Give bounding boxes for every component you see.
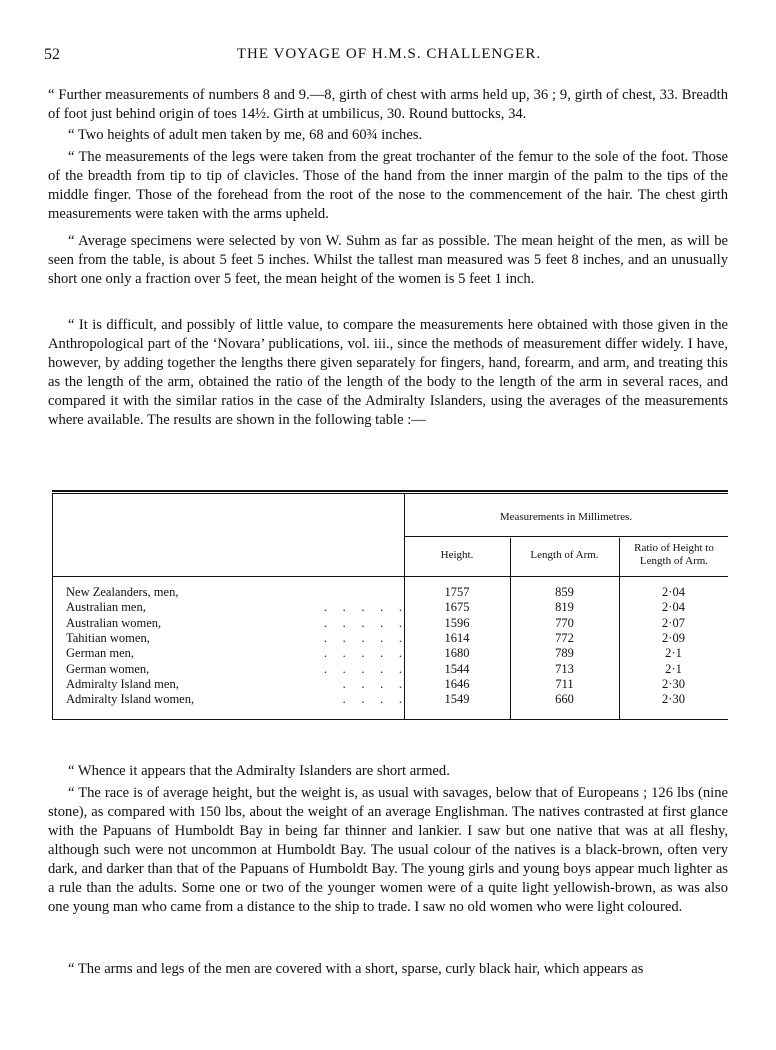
row-height-value: 1675	[444, 600, 470, 615]
row-height-value: 1544	[444, 661, 470, 676]
row-label: Australian men,	[66, 600, 146, 615]
row-arm-value: 660	[555, 692, 574, 707]
row-height-value: 1614	[444, 630, 470, 645]
row-arm-value: 819	[555, 600, 574, 615]
page-header	[44, 46, 734, 68]
table-bottom-rule	[52, 719, 728, 720]
row-leader: . . . .	[342, 692, 402, 707]
row-label: German women,	[66, 661, 150, 676]
paragraph-average-specimens: “ Average specimens were selected by von W. Suhm as far as possible. The mean height of the men, as will be seen from the table, is about 5 feet 5 inches. Whilst the tallest man measured was 5 feet 8 inches, and an unusually short one only a fraction over 5 feet, the mean height of the women is 5 feet 1 inch.	[48, 233, 728, 287]
measurements-table	[52, 490, 728, 720]
table-group-rule	[404, 536, 728, 537]
paragraph-arms-legs-hair: “ The arms and legs of the men are covered with a short, sparse, curly black hair, which appears as	[68, 961, 644, 977]
row-arm-value: 711	[555, 676, 574, 691]
row-leader: . . . . .	[323, 615, 402, 630]
paragraph-two-heights: “ Two heights of adult men taken by me, 68 and 60¾ inches.	[68, 127, 423, 143]
row-ratio-value: 2·09	[662, 630, 685, 645]
row-arm-value: 789	[555, 646, 574, 661]
row-arm-value: 772	[555, 630, 574, 645]
paragraph-race-height: “ The race is of average height, but the weight is, as usual with savages, below that of Europeans ; 126 lbs (nine stone), as compared with 150 lbs, about the weight of an average Englishman. The natives contrasted at first glance with the Papuans of Humboldt Bay in being far thinner and lankier. I saw but one native that was at all fleshy, although such were not uncommon at Humboldt Bay. The usual colour of the natives is a black-brown, often very dark, and darker than that of the Papuans of Humboldt Bay. The young girls and young boys appear much lighter as a rule than the adults. Some one or two of the younger women were of a quite light yellowish-brown, as was also one young man who came from a distance to the ship to trade. I saw no old women who were light coloured.	[48, 785, 728, 915]
table-top-rule-thin	[52, 493, 728, 494]
row-arm-value: 770	[555, 615, 574, 630]
column-header-arm: Length of Arm.	[530, 549, 599, 561]
row-ratio-value: 2·04	[662, 585, 685, 599]
row-height-value: 1646	[444, 676, 470, 691]
table-group-header: Measurements in Millimetres.	[499, 511, 633, 523]
row-height-value: 1549	[444, 692, 470, 707]
row-height-value: 1596	[444, 615, 470, 630]
running-title: THE VOYAGE OF H.M.S. CHALLENGER.	[236, 46, 542, 62]
row-ratio-value: 2·04	[662, 600, 685, 615]
row-ratio-value: 2·1	[665, 646, 682, 661]
paragraph-short-armed: “ Whence it appears that the Admiralty Islanders are short armed.	[68, 763, 450, 779]
page-number: 52	[44, 46, 60, 63]
row-leader: . . . .	[342, 676, 402, 691]
paragraph-novara-comparison: “ It is difficult, and possibly of little value, to compare the measurements here obtained with those given in the Anthropological part of the ‘Novara’ publications, vol. iii., since the methods of measurement differ widely. I have, however, by adding together the lengths there given separately for fingers, hand, forearm, and arm, and treating this as the length of the arm, obtained the ratio of the length of the body to the length of the arm in several races, and compared it with the similar ratios in the case of the Admiralty Islanders, using the averages of the measurements where available. The results are shown in the following table :—	[48, 317, 728, 428]
row-label: Tahitian women,	[66, 630, 150, 645]
column-header-ratio: Ratio of Height to Length of Arm.	[634, 542, 714, 567]
row-height-value: 1757	[444, 585, 470, 599]
row-leader: . . . . .	[323, 630, 402, 645]
row-leader: . . . . .	[323, 646, 402, 661]
table-top-rule	[52, 490, 728, 492]
row-ratio-value: 2·1	[665, 661, 682, 676]
row-ratio-value: 2·30	[662, 692, 685, 707]
row-label: Admiralty Island women,	[66, 692, 195, 707]
table-header-rule	[52, 576, 728, 577]
row-arm-value: 713	[555, 661, 574, 676]
row-label: New Zealanders, men,	[66, 585, 179, 599]
row-ratio-value: 2·07	[662, 615, 685, 630]
row-ratio-value: 2·30	[662, 676, 685, 691]
row-height-value: 1680	[444, 646, 470, 661]
row-leader: . . . . .	[323, 661, 402, 676]
row-arm-value: 859	[555, 585, 574, 599]
row-label: German men,	[66, 646, 135, 661]
row-label: Admiralty Island men,	[66, 676, 179, 691]
paragraph-further-measurements: “ Further measurements of numbers 8 and 9.—8, girth of chest with arms held up, 36 ; 9, girth of chest, 33. Breadth of foot just behind origin of toes 14½. Girth at umbilicus, 30. Round buttocks, 34.	[48, 87, 728, 122]
table-left-rule	[52, 494, 53, 720]
row-leader: . . . . .	[323, 600, 402, 615]
paragraph-leg-measurements: “ The measurements of the legs were taken from the great trochanter of the femur to the sole of the foot. Those of the breadth from tip to tip of clavicles. Those of the hand from the inner margin of the palm to the tips of the middle finger. Those of the forehead from the root of the nose to the commencement of the hair. The chest girth measurements were taken with the arms upheld.	[48, 149, 728, 222]
column-header-height: Height.	[440, 549, 474, 561]
row-label: Australian women,	[66, 615, 162, 630]
